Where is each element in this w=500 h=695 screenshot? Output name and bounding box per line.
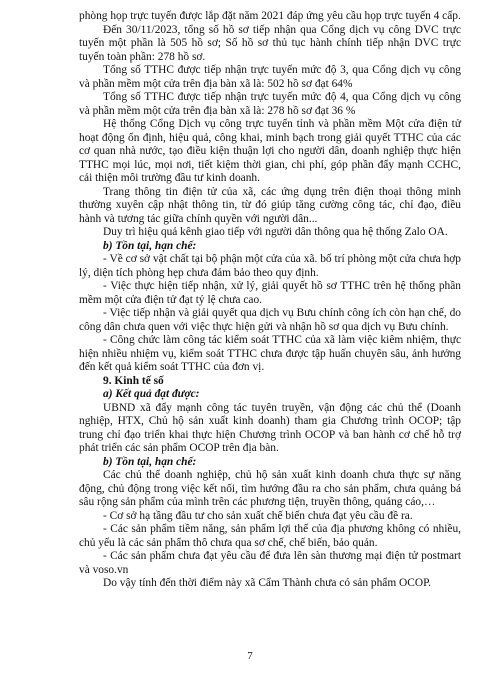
page-body	[79, 10, 461, 591]
paragraph: Hệ thống Cổng Dịch vụ công trực tuyến tỉnh và phần mềm Một cửa điện tử hoạt động ổn định, hiệu quả, công khai, minh bạch trong giải quyết TTHC của các cơ quan nhà nước, tạo điều kiện thuận lợi cho người dân, doanh nghiệp thực hiện TTHC mọi lúc, mọi nơi, tiết kiệm thời gian, chi phí, góp phần đẩy mạnh CCHC, cải thiện môi trường đầu tư kinh doanh.	[79, 118, 461, 184]
subsection-heading: a) Kết quả đạt được:	[103, 388, 200, 400]
paragraph: Do vậy tính đến thời điểm này xã Cẩm Thành chưa có sản phẩm OCOP.	[103, 577, 432, 589]
paragraph: Tổng số TTHC được tiếp nhận trực tuyến mức độ 4, qua Cổng dịch vụ công và phần mềm một cửa trên địa bàn xã là: 278 hồ sơ đạt 36 %	[79, 91, 461, 117]
paragraph: - Về cơ sở vật chất tại bộ phận một cửa của xã. bố trí phòng một cửa chưa hợp lý, diện tích phòng hẹp chưa đảm bảo theo quy định.	[79, 253, 461, 279]
page-number: 7	[247, 650, 253, 662]
subsection-heading: b) Tồn tại, hạn chế:	[103, 455, 197, 468]
paragraph: - Công chức làm công tác kiểm soát TTHC của xã làm việc kiêm nhiệm, thực hiện nhiều nhiệm vụ, kiểm soát TTHC chưa được tập huấn chuyên sâu, ảnh hưởng đến kết quả kiểm soát TTHC của đơn vị.	[79, 334, 461, 373]
section-heading: 9. Kinh tế số	[103, 374, 164, 387]
paragraph: - Việc thực hiện tiếp nhận, xử lý, giải quyết hồ sơ TTHC trên hệ thống phần mềm một cửa điện tử đạt tỷ lệ chưa cao.	[79, 280, 461, 306]
paragraph: - Cơ sở hạ tầng đầu tư cho sản xuất chế biến chưa đạt yêu cầu đề ra.	[103, 509, 413, 522]
paragraph: - Các sản phẩm chưa đạt yêu cầu để đưa lên sàn thương mại điện tử postmart và voso.vn	[79, 550, 461, 576]
paragraph: UBND xã đẩy mạnh công tác tuyên truyền, vận động các chủ thể (Doanh nghiệp, HTX, Chủ hộ sản xuất kinh doanh) tham gia Chương trình OCOP; tập trung chỉ đạo triển khai thực hiện Chương trình OCOP và ban hành cơ chế hỗ trợ phát triển các sản phẩm OCOP trên địa bàn.	[79, 401, 461, 454]
subsection-heading: b) Tồn tại, hạn chế:	[103, 239, 197, 252]
paragraph: Duy trì hiệu quả kênh giao tiếp với người dân thông qua hệ thống Zalo OA.	[103, 226, 448, 238]
paragraph: Tổng số TTHC được tiếp nhận trực tuyến mức độ 3, qua Cổng dịch vụ công và phần mềm một cửa trên địa bàn xã là: 502 hồ sơ đạt 64%	[79, 64, 461, 90]
paragraph: - Các sản phẩm tiềm năng, sản phẩm lợi thế của địa phương không có nhiều, chủ yếu là các sản phẩm thô chưa qua sơ chế, chế biến, bảo quản.	[79, 523, 461, 549]
paragraph: Trang thông tin điện tử của xã, các ứng dụng trên điện thoại thông minh thường xuyên cập nhật thông tin, từ đó giúp tăng cường công tác, chỉ đạo, điều hành và tương tác giữa chính quyền với người dân...	[79, 185, 461, 225]
paragraph: Đến 30/11/2023, tổng số hồ sơ tiếp nhận qua Cổng dịch vụ công DVC trực tuyến một phần là 505 hồ sơ; Số hồ sơ thủ tục hành chính tiếp nhận DVC trực tuyến toàn phần: 278 hồ sơ.	[79, 23, 461, 63]
paragraph: - Việc tiếp nhận và giải quyết qua dịch vụ Bưu chính công ích còn hạn chế, do công dân chưa quen với việc thực hiện gửi và nhận hồ sơ qua dịch vụ Bưu chính.	[79, 307, 461, 333]
paragraph: phòng họp trực tuyến được lắp đặt năm 2021 đáp ứng yêu cầu họp trực tuyến 4 cấp.	[79, 10, 461, 22]
paragraph: Các chủ thể doanh nghiệp, chủ hộ sản xuất kinh doanh chưa thực sự năng động, chủ động trong việc kết nối, tìm hướng đầu ra cho sản phẩm, chưa quảng bá sâu rộng sản phẩm của mình trên các phương tiện, truyền thông, quảng cáo,…	[79, 469, 461, 508]
